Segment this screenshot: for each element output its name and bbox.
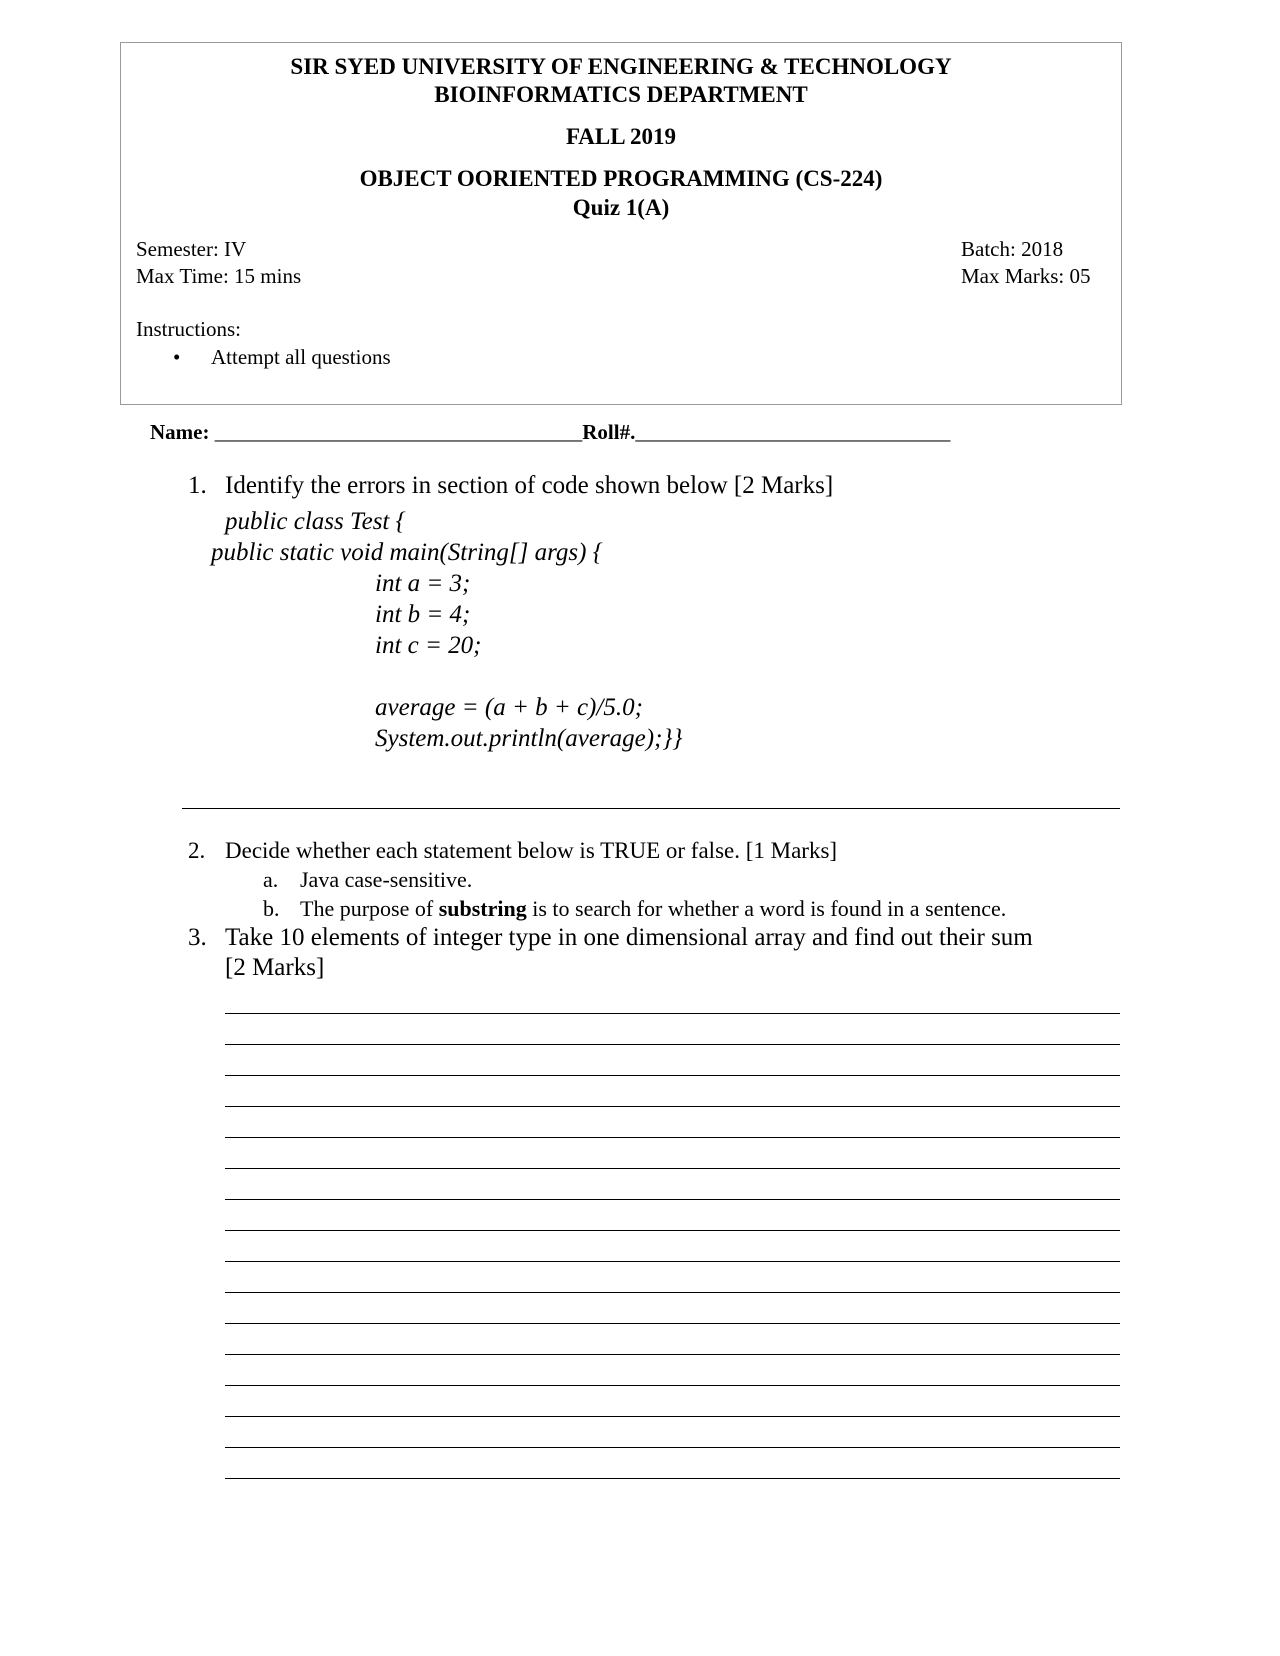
question-3-text: Take 10 elements of integer type in one dimensional array and find out their sum: [225, 924, 1033, 951]
answer-line[interactable]: [225, 1106, 1120, 1107]
code-line: int c = 20;: [375, 632, 482, 659]
instruction-item: Attempt all questions: [211, 345, 391, 369]
question-1: [188, 472, 207, 500]
bullet-icon: •: [173, 345, 181, 369]
question-1-text: Identify the errors in section of code shown below [2 Marks]: [225, 472, 834, 499]
semester-text: Semester: IV: [136, 237, 247, 261]
roll-field[interactable]: ______________________________: [635, 420, 951, 444]
code-line: public static void main(String[] args) {: [211, 539, 603, 566]
code-line: System.out.println(average);}}: [375, 725, 683, 752]
batch-text: Batch: 2018: [961, 237, 1064, 261]
code-line: average = (a + b + c)/5.0;: [375, 694, 643, 721]
answer-line[interactable]: [225, 1044, 1120, 1045]
answer-line[interactable]: [225, 1416, 1120, 1417]
course-title: OBJECT OORIENTED PROGRAMMING (CS-224): [359, 166, 883, 191]
question-2a-label: a.: [263, 867, 279, 892]
student-info-line: [150, 420, 950, 445]
answer-line[interactable]: [225, 1199, 1120, 1200]
substring-keyword: substring: [438, 896, 527, 921]
answer-line[interactable]: [225, 1447, 1120, 1448]
answer-line[interactable]: [225, 1354, 1120, 1355]
question-3-marks: [2 Marks]: [225, 954, 325, 981]
answer-line[interactable]: [225, 1137, 1120, 1138]
department-title: BIOINFORMATICS DEPARTMENT: [434, 82, 808, 107]
max-time-text: Max Time: 15 mins: [136, 264, 302, 288]
answer-line[interactable]: [225, 1168, 1120, 1169]
question-2a-text: Java case-sensitive.: [300, 867, 473, 892]
roll-label: Roll#.: [582, 420, 636, 444]
answer-line[interactable]: [225, 1385, 1120, 1386]
code-line: int a = 3;: [375, 570, 471, 597]
answer-line[interactable]: [225, 1261, 1120, 1262]
answer-line[interactable]: [225, 1478, 1120, 1479]
term-title: FALL 2019: [565, 124, 677, 149]
answer-line[interactable]: [225, 1323, 1120, 1324]
quiz-title: Quiz 1(A): [572, 195, 670, 220]
answer-line[interactable]: [225, 1292, 1120, 1293]
university-title: SIR SYED UNIVERSITY OF ENGINEERING & TECHNOLOGY: [290, 54, 952, 79]
answer-line[interactable]: [225, 1075, 1120, 1076]
question-2b-label: b.: [263, 896, 280, 921]
name-label: Name:: [150, 420, 210, 444]
answer-line[interactable]: [182, 808, 1120, 809]
answer-line[interactable]: [225, 1013, 1120, 1014]
question-2-number: 2.: [188, 838, 206, 863]
header-box: [120, 42, 1122, 405]
question-2-text: Decide whether each statement below is TRUE or false. [1 Marks]: [225, 838, 838, 863]
question-3-number: 3.: [188, 924, 207, 951]
question-1-number: 1.: [188, 472, 207, 499]
answer-line[interactable]: [225, 1230, 1120, 1231]
max-marks-text: Max Marks: 05: [961, 264, 1091, 288]
code-line: public class Test {: [225, 508, 406, 535]
name-field[interactable]: ___________________________________: [214, 420, 583, 444]
instructions-label: Instructions:: [136, 317, 241, 341]
code-line: int b = 4;: [375, 601, 471, 628]
question-2b-text: The purpose of substring is to search for whether a word is found in a sentence.: [300, 896, 1007, 921]
